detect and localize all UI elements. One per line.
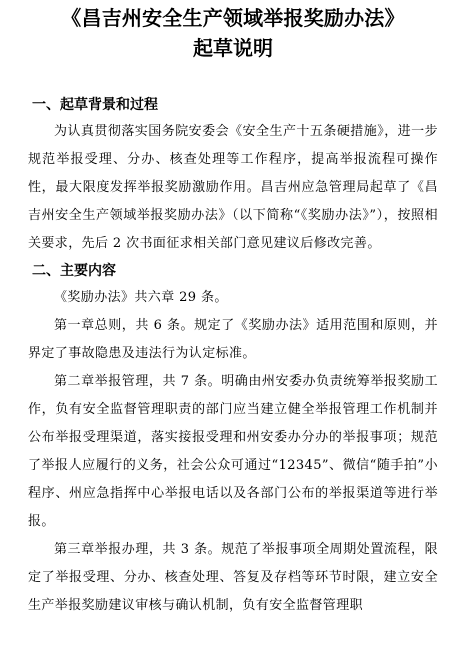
section-heading-background: 一、起草背景和过程 bbox=[32, 97, 158, 113]
document-subtitle: 起草说明 bbox=[193, 36, 273, 60]
document-title: 《昌吉州安全生产领域举报奖励办法》 bbox=[61, 6, 405, 30]
paragraph-background: 为认真贯彻落实国务院安委会《安全生产十五条硬措施》，进一步规范举报受理、分办、核查处理等工作程序，提高举报流程可操作性，最大限度发挥举报奖励激励作用。昌吉州应急管理局起草了《昌吉州安全生产领域举报奖励办法》（以下简称“《奖励办法》”），按照相关要求，先后 2 次书面征求相关部门意见建议后修改完善。 bbox=[28, 124, 438, 251]
paragraph-chapter-3: 第三章举报办理，共 3 条。规范了举报事项全周期处置流程，限定了举报受理、分办、核查处理、答复及存档等环节时限，建立安全生产举报奖励建议审核与确认机制，负有安全监督管理职 bbox=[28, 542, 438, 613]
section-heading-main-content: 二、主要内容 bbox=[32, 263, 116, 279]
paragraph-overview: 《奖励办法》共六章 29 条。 bbox=[54, 290, 228, 305]
paragraph-chapter-1: 第一章总则，共 6 条。规定了《奖励办法》适用范围和原则，并界定了事故隐患及违法行为认定标准。 bbox=[28, 318, 438, 361]
paragraph-chapter-2: 第二章举报管理，共 7 条。明确由州安委办负责统筹举报奖励工作，负有安全监督管理职责的部门应当建立健全举报管理工作机制并公布举报受理渠道，落实接报受理和州安委办分办的举报事项；规范了举报人应履行的义务，社会公众可通过“12345”、微信“随手拍”小程序、州应急指挥中心举报电话以及各部门公布的举报渠道等进行举报。 bbox=[28, 374, 438, 529]
